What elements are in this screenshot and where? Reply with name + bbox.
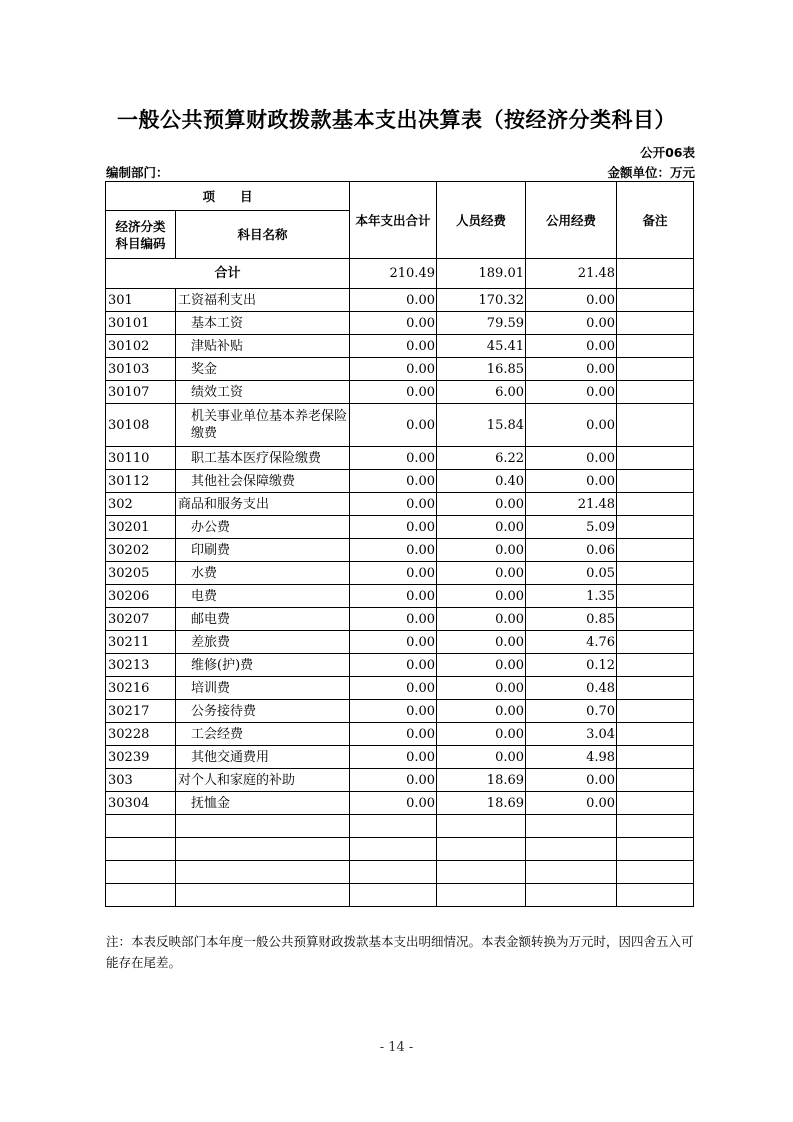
row-total: 0.00 bbox=[350, 516, 437, 539]
row-total: 0.00 bbox=[350, 381, 437, 404]
dept-label: 编制部门： bbox=[106, 165, 169, 180]
row-remark bbox=[617, 769, 694, 792]
table-row bbox=[106, 654, 694, 677]
row-code: 30304 bbox=[106, 792, 176, 815]
row-remark bbox=[617, 562, 694, 585]
row-personnel: 0.00 bbox=[437, 723, 526, 746]
row-remark bbox=[617, 608, 694, 631]
empty-cell bbox=[176, 838, 350, 861]
table-row bbox=[106, 700, 694, 723]
row-personnel: 0.00 bbox=[437, 677, 526, 700]
form-number: 公开06表 bbox=[640, 145, 695, 160]
table-row bbox=[106, 470, 694, 493]
table-row bbox=[106, 358, 694, 381]
table-row bbox=[106, 608, 694, 631]
row-code: 30206 bbox=[106, 585, 176, 608]
row-public: 1.35 bbox=[526, 585, 617, 608]
row-name: 商品和服务支出 bbox=[176, 493, 350, 516]
row-code: 30201 bbox=[106, 516, 176, 539]
empty-cell bbox=[526, 884, 617, 907]
row-public: 0.00 bbox=[526, 312, 617, 335]
row-name: 培训费 bbox=[176, 677, 350, 700]
table-row bbox=[106, 447, 694, 470]
empty-cell bbox=[437, 861, 526, 884]
row-personnel: 0.00 bbox=[437, 562, 526, 585]
row-personnel: 0.00 bbox=[437, 700, 526, 723]
header-public: 公用经费 bbox=[526, 182, 617, 259]
row-public: 0.00 bbox=[526, 792, 617, 815]
row-total: 0.00 bbox=[350, 289, 437, 312]
empty-cell bbox=[350, 884, 437, 907]
row-remark bbox=[617, 312, 694, 335]
row-code: 303 bbox=[106, 769, 176, 792]
row-name: 水费 bbox=[176, 562, 350, 585]
empty-row bbox=[106, 838, 694, 861]
row-name: 机关事业单位基本养老保险缴费 bbox=[176, 404, 350, 447]
table-row bbox=[106, 792, 694, 815]
row-public: 0.00 bbox=[526, 289, 617, 312]
row-public: 0.00 bbox=[526, 404, 617, 447]
row-personnel: 16.85 bbox=[437, 358, 526, 381]
row-personnel: 0.00 bbox=[437, 631, 526, 654]
row-total: 0.00 bbox=[350, 631, 437, 654]
row-total: 0.00 bbox=[350, 447, 437, 470]
table-row bbox=[106, 493, 694, 516]
row-personnel: 45.41 bbox=[437, 335, 526, 358]
row-total: 0.00 bbox=[350, 539, 437, 562]
empty-cell bbox=[617, 884, 694, 907]
row-personnel: 6.00 bbox=[437, 381, 526, 404]
row-code: 302 bbox=[106, 493, 176, 516]
row-public: 0.12 bbox=[526, 654, 617, 677]
row-personnel: 0.00 bbox=[437, 585, 526, 608]
total-personnel: 189.01 bbox=[437, 259, 526, 289]
row-name: 邮电费 bbox=[176, 608, 350, 631]
table-row bbox=[106, 677, 694, 700]
row-public: 3.04 bbox=[526, 723, 617, 746]
empty-cell bbox=[526, 815, 617, 838]
row-code: 30110 bbox=[106, 447, 176, 470]
empty-cell bbox=[437, 815, 526, 838]
row-public: 0.00 bbox=[526, 447, 617, 470]
empty-cell bbox=[176, 815, 350, 838]
table-row bbox=[106, 312, 694, 335]
row-personnel: 0.00 bbox=[437, 493, 526, 516]
row-name: 抚恤金 bbox=[176, 792, 350, 815]
row-personnel: 6.22 bbox=[437, 447, 526, 470]
total-label: 合计 bbox=[106, 259, 350, 289]
row-remark bbox=[617, 700, 694, 723]
row-remark bbox=[617, 539, 694, 562]
row-name: 公务接待费 bbox=[176, 700, 350, 723]
table-row bbox=[106, 631, 694, 654]
row-code: 30213 bbox=[106, 654, 176, 677]
row-total: 0.00 bbox=[350, 746, 437, 769]
row-public: 0.00 bbox=[526, 769, 617, 792]
row-personnel: 79.59 bbox=[437, 312, 526, 335]
row-name: 职工基本医疗保险缴费 bbox=[176, 447, 350, 470]
row-personnel: 0.00 bbox=[437, 516, 526, 539]
row-remark bbox=[617, 792, 694, 815]
table-row bbox=[106, 723, 694, 746]
row-remark bbox=[617, 381, 694, 404]
row-total: 0.00 bbox=[350, 723, 437, 746]
row-name: 工资福利支出 bbox=[176, 289, 350, 312]
row-remark bbox=[617, 335, 694, 358]
row-remark bbox=[617, 677, 694, 700]
row-public: 21.48 bbox=[526, 493, 617, 516]
row-total: 0.00 bbox=[350, 404, 437, 447]
row-name: 办公费 bbox=[176, 516, 350, 539]
table-row bbox=[106, 585, 694, 608]
row-public: 0.00 bbox=[526, 381, 617, 404]
row-personnel: 15.84 bbox=[437, 404, 526, 447]
header-remark: 备注 bbox=[617, 182, 694, 259]
empty-row bbox=[106, 861, 694, 884]
row-total: 0.00 bbox=[350, 335, 437, 358]
footnote: 注：本表反映部门本年度一般公共预算财政拨款基本支出明细情况。本表金额转换为万元时，因四舍五入可能存在尾差。 bbox=[106, 934, 694, 970]
row-remark bbox=[617, 723, 694, 746]
row-remark bbox=[617, 746, 694, 769]
row-total: 0.00 bbox=[350, 312, 437, 335]
page-title: 一般公共预算财政拨款基本支出决算表（按经济分类科目） bbox=[117, 108, 676, 132]
empty-cell bbox=[617, 861, 694, 884]
row-code: 30205 bbox=[106, 562, 176, 585]
row-name: 差旅费 bbox=[176, 631, 350, 654]
row-remark bbox=[617, 493, 694, 516]
row-personnel: 18.69 bbox=[437, 792, 526, 815]
row-remark bbox=[617, 654, 694, 677]
empty-cell bbox=[106, 815, 176, 838]
row-code: 30211 bbox=[106, 631, 176, 654]
row-code: 30101 bbox=[106, 312, 176, 335]
header-code-line1: 经济分类 bbox=[115, 218, 166, 234]
empty-cell bbox=[106, 838, 176, 861]
row-code: 30228 bbox=[106, 723, 176, 746]
empty-cell bbox=[350, 815, 437, 838]
empty-cell bbox=[176, 884, 350, 907]
row-remark bbox=[617, 585, 694, 608]
page-number: - 14 - bbox=[379, 1040, 414, 1055]
empty-cell bbox=[617, 838, 694, 861]
row-public: 4.76 bbox=[526, 631, 617, 654]
header-total: 本年支出合计 bbox=[350, 182, 437, 259]
table-row bbox=[106, 769, 694, 792]
total-public: 21.48 bbox=[526, 259, 617, 289]
row-public: 0.48 bbox=[526, 677, 617, 700]
row-name: 奖金 bbox=[176, 358, 350, 381]
row-name: 津贴补贴 bbox=[176, 335, 350, 358]
row-public: 0.70 bbox=[526, 700, 617, 723]
empty-cell bbox=[106, 861, 176, 884]
empty-cell bbox=[437, 884, 526, 907]
empty-cell bbox=[617, 815, 694, 838]
row-total: 0.00 bbox=[350, 677, 437, 700]
empty-cell bbox=[176, 861, 350, 884]
row-code: 30207 bbox=[106, 608, 176, 631]
row-code: 30102 bbox=[106, 335, 176, 358]
empty-cell bbox=[437, 838, 526, 861]
table-row bbox=[106, 746, 694, 769]
row-personnel: 170.32 bbox=[437, 289, 526, 312]
empty-row bbox=[106, 815, 694, 838]
row-code: 30103 bbox=[106, 358, 176, 381]
row-name: 对个人和家庭的补助 bbox=[176, 769, 350, 792]
row-total: 0.00 bbox=[350, 769, 437, 792]
row-remark bbox=[617, 289, 694, 312]
row-name: 工会经费 bbox=[176, 723, 350, 746]
row-total: 0.00 bbox=[350, 358, 437, 381]
empty-row bbox=[106, 884, 694, 907]
row-code: 30108 bbox=[106, 404, 176, 447]
total-remark bbox=[617, 259, 694, 289]
row-name: 其他交通费用 bbox=[176, 746, 350, 769]
table-row bbox=[106, 516, 694, 539]
empty-cell bbox=[350, 861, 437, 884]
header-item: 项 目 bbox=[106, 182, 350, 211]
table-row bbox=[106, 381, 694, 404]
row-public: 0.00 bbox=[526, 358, 617, 381]
row-personnel: 0.00 bbox=[437, 654, 526, 677]
header-personnel: 人员经费 bbox=[437, 182, 526, 259]
row-name: 维修(护)费 bbox=[176, 654, 350, 677]
row-code: 30216 bbox=[106, 677, 176, 700]
row-personnel: 0.00 bbox=[437, 608, 526, 631]
row-remark bbox=[617, 447, 694, 470]
empty-cell bbox=[526, 861, 617, 884]
row-personnel: 0.40 bbox=[437, 470, 526, 493]
row-code: 30239 bbox=[106, 746, 176, 769]
row-personnel: 18.69 bbox=[437, 769, 526, 792]
row-total: 0.00 bbox=[350, 562, 437, 585]
row-code: 301 bbox=[106, 289, 176, 312]
row-name: 基本工资 bbox=[176, 312, 350, 335]
row-name: 电费 bbox=[176, 585, 350, 608]
row-remark bbox=[617, 516, 694, 539]
header-code-line2: 科目编码 bbox=[115, 235, 166, 251]
row-remark bbox=[617, 470, 694, 493]
row-total: 0.00 bbox=[350, 792, 437, 815]
row-public: 0.85 bbox=[526, 608, 617, 631]
row-total: 0.00 bbox=[350, 585, 437, 608]
row-public: 0.05 bbox=[526, 562, 617, 585]
total-row bbox=[106, 259, 694, 289]
table-row bbox=[106, 289, 694, 312]
row-public: 0.00 bbox=[526, 470, 617, 493]
row-total: 0.00 bbox=[350, 608, 437, 631]
row-name: 绩效工资 bbox=[176, 381, 350, 404]
row-total: 0.00 bbox=[350, 470, 437, 493]
row-public: 0.06 bbox=[526, 539, 617, 562]
row-remark bbox=[617, 358, 694, 381]
row-code: 30112 bbox=[106, 470, 176, 493]
unit-label: 金额单位：万元 bbox=[607, 165, 695, 180]
expenditure-table bbox=[105, 181, 694, 907]
table-row bbox=[106, 335, 694, 358]
row-name: 其他社会保障缴费 bbox=[176, 470, 350, 493]
row-public: 0.00 bbox=[526, 335, 617, 358]
row-code: 30202 bbox=[106, 539, 176, 562]
row-code: 30217 bbox=[106, 700, 176, 723]
row-total: 0.00 bbox=[350, 700, 437, 723]
row-code: 30107 bbox=[106, 381, 176, 404]
empty-cell bbox=[350, 838, 437, 861]
header-code bbox=[106, 211, 176, 259]
row-public: 4.98 bbox=[526, 746, 617, 769]
row-personnel: 0.00 bbox=[437, 746, 526, 769]
table-row bbox=[106, 539, 694, 562]
row-remark bbox=[617, 631, 694, 654]
row-personnel: 0.00 bbox=[437, 539, 526, 562]
row-public: 5.09 bbox=[526, 516, 617, 539]
header-name: 科目名称 bbox=[176, 211, 350, 259]
empty-cell bbox=[526, 838, 617, 861]
total-total: 210.49 bbox=[350, 259, 437, 289]
row-total: 0.00 bbox=[350, 493, 437, 516]
empty-cell bbox=[106, 884, 176, 907]
row-remark bbox=[617, 404, 694, 447]
row-name: 印刷费 bbox=[176, 539, 350, 562]
table-row bbox=[106, 404, 694, 447]
row-total: 0.00 bbox=[350, 654, 437, 677]
table-row bbox=[106, 562, 694, 585]
